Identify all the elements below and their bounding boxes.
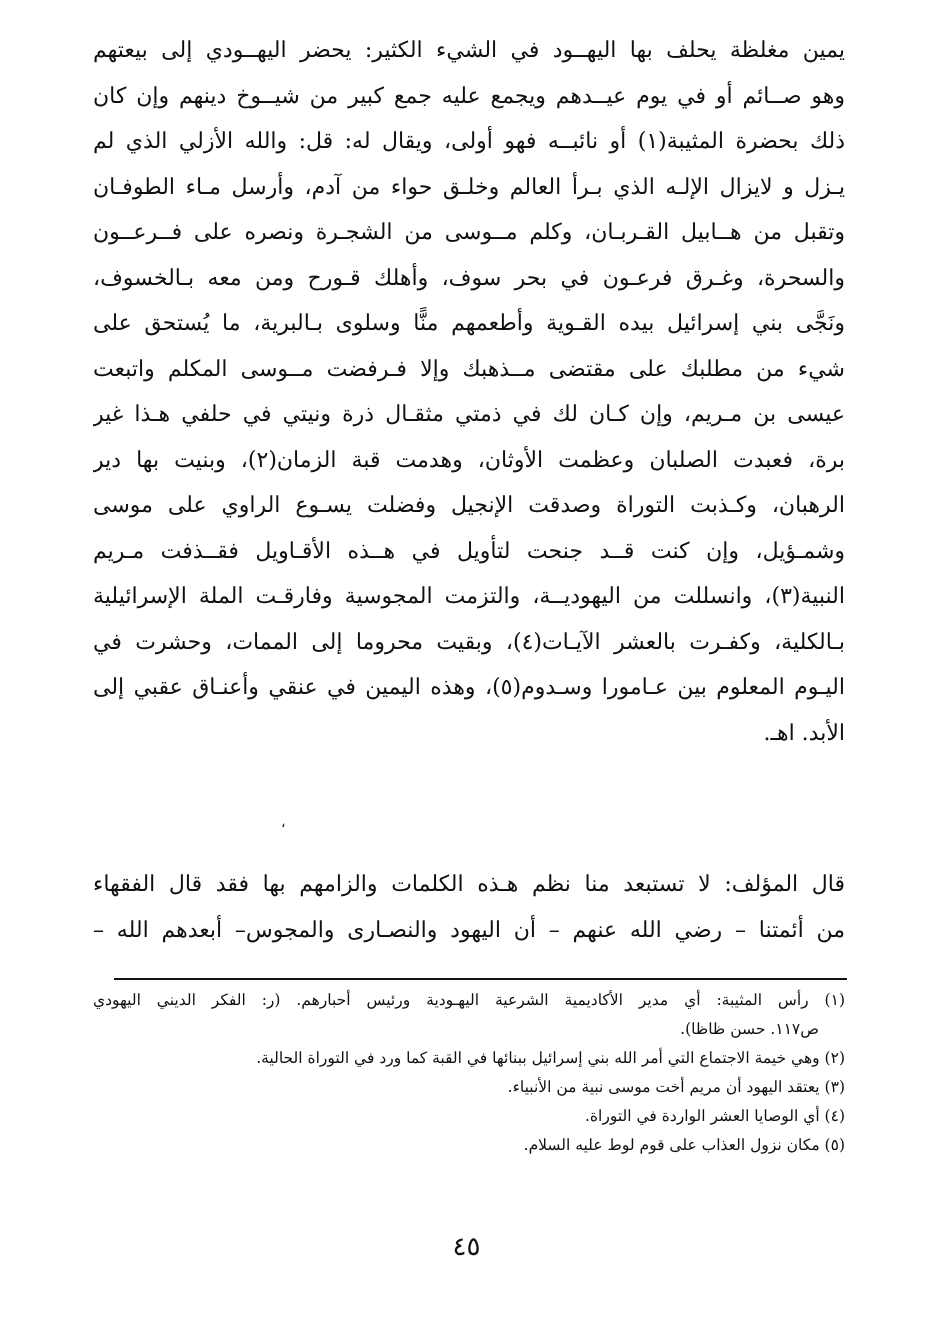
- text-line: الرهبان، وكـذبت التوراة وصدقت الإنجيل وفضلت يسـوع الراوي على موسى: [93, 493, 845, 518]
- text-line: يـزل و لايزال الإلـه الذي بـرأ العالم وخلـق حواء من آدم، وأرسل مـاء الطوفـان: [93, 174, 845, 200]
- text-line: ونَجَّى بني إسرائيل بيده القـوية وأطعمهم منًّا وسلوى بـالبرية، ما يُستحق على: [93, 311, 845, 336]
- text-line: قال المؤلف: لا تستبعد منا نظم هـذه الكلمات والزامهم بها فقد قال الفقهاء: [93, 872, 845, 897]
- footnote-1: (١) رأس المثيبة: أي مدير الأكاديمية الشرعية اليهـودية ورئيس أحبارهم. (ر: الفكر الديني اليهودي: [93, 991, 845, 1009]
- text-line: والسحرة، وغـرق فرعـون في بحر سوف، وأهلك قـورح ومن معه بـالخسوف،: [93, 265, 845, 291]
- text-line: من أئمتنا – رضي الله عنهم – أن اليهود والنصـارى والمجوس– أبعدهم الله –: [93, 917, 845, 943]
- footnotes: [93, 986, 845, 1160]
- text-line: بـالكلية، وكفـرت بالعشر الآيـات(٤)، وبقيت محروما إلى الممات، وحشرت في: [93, 629, 845, 655]
- text-line: شيء من مطلبك على مقتضى مــذهبك وإلا فـرفضت مــوسى المكلم واتبعت: [93, 356, 845, 382]
- author-paragraph: [93, 862, 845, 953]
- text-line: اليـوم المعلوم بين عـامورا وسـدوم(٥)، وهذه اليمين في عنقي وأعنـاق عقبي إلى: [93, 675, 845, 700]
- text-line: وهو صــائم أو في يوم عيــدهم ويجمع عليه جمع كبير من شيــوخ دينهم وإن كان: [93, 83, 845, 109]
- main-paragraph: [93, 28, 845, 756]
- footnote-5: (٥) مكان نزول العذاب على قوم لوط عليه السلام.: [523, 1136, 845, 1154]
- text-line: ذلك بحضرة المثيبة(١) أو نائبــه فهو أولى، ويقال له: قل: والله الأزلي الذي لم: [93, 129, 845, 154]
- text-line-last: الأبد. اهـ.: [763, 720, 845, 746]
- page-number: ٤٥: [452, 1232, 481, 1262]
- footnote-1-continuation: ص١١٧. حسن ظاظا).: [680, 1020, 819, 1038]
- text-line: برة، فعبدت الصلبان وعظمت الأوثان، وهدمت قبة الزمان(٢)، وبنيت بها دير: [93, 447, 845, 473]
- text-line: يمين مغلظة يحلف بها اليهــود في الشيء الكثير: يحضر اليهــودي إلى بيعتهم: [93, 38, 845, 63]
- footnote-divider: [114, 978, 847, 980]
- text-line: عيسى بن مـريم، وإن كـان لك في ذمتي مثقـال ذرة ونيتي في حلفي هـذا غير: [93, 402, 845, 427]
- footnote-2: (٢) وهي خيمة الاجتماع التي أمر الله بني إسرائيل ببنائها في القبة كما ورد في التوراة الحالية.: [256, 1049, 845, 1067]
- stray-mark: ،: [281, 815, 286, 831]
- footnote-4: (٤) أي الوصايا العشر الواردة في التوراة.: [584, 1107, 845, 1125]
- text-line: النبية(٣)، وانسللت من اليهوديــة، والتزمت المجوسية وفارقـت الملة الإسرائيلية: [93, 584, 845, 609]
- footnote-3: (٣) يعتقد اليهود أن مريم أخت موسى نبية من الأنبياء.: [507, 1078, 845, 1096]
- text-line: وشمـؤيل، وإن كنت قــد جنحت لتأويل في هــذه الأقـاويل فقــذفت مـريم: [93, 538, 845, 564]
- text-line: وتقبل من هــابيل القـربـان، وكلم مــوسى من الشجـرة ونصره على فــرعــون: [93, 220, 845, 245]
